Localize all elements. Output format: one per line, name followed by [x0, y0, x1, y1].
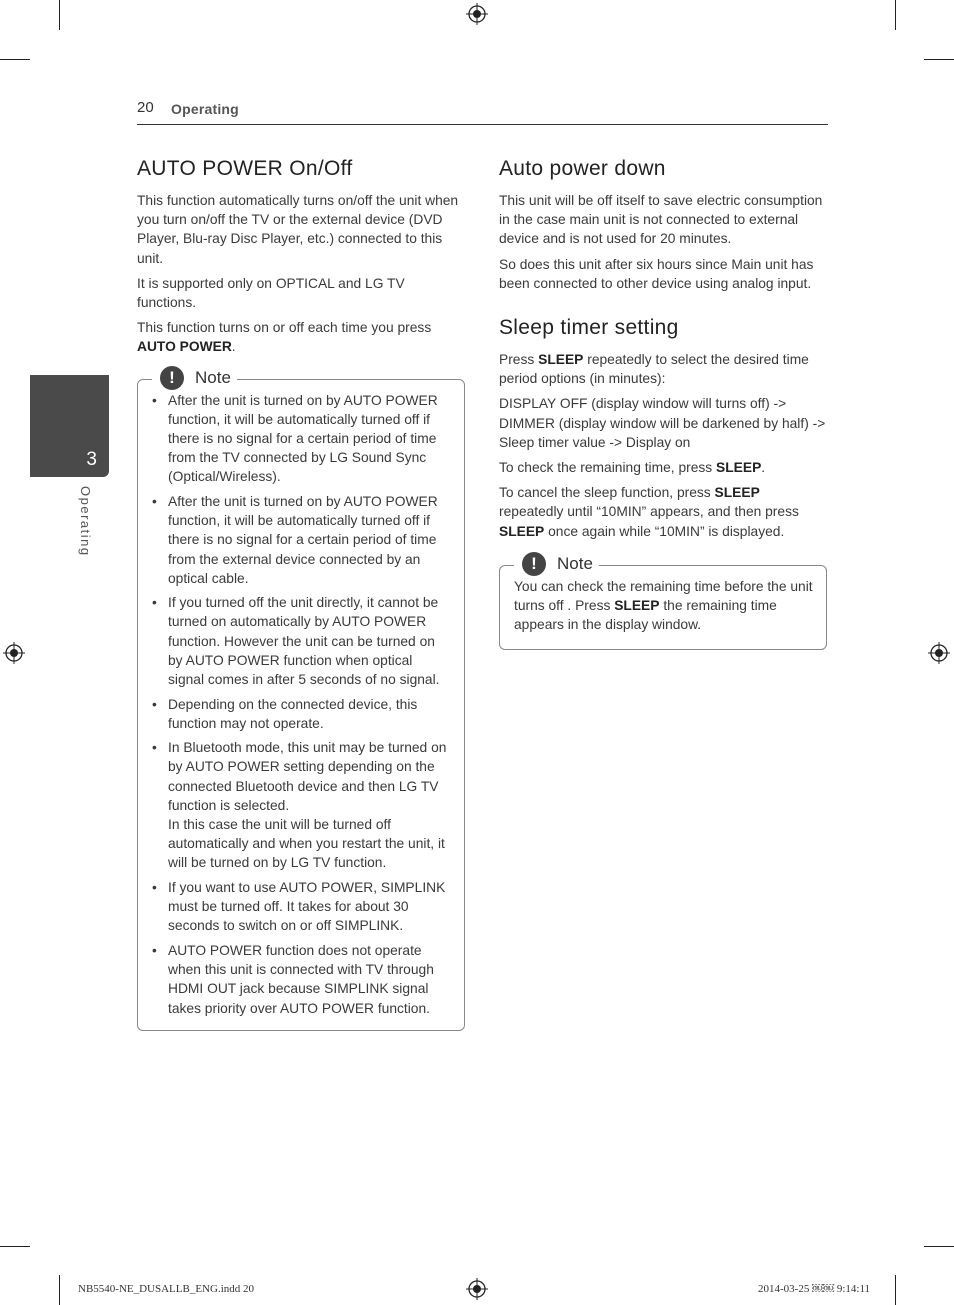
note-label: Note	[557, 553, 593, 573]
note-header	[152, 364, 237, 392]
crop-mark	[924, 59, 954, 60]
chapter-tab	[30, 375, 109, 477]
list-item: • Depending on the connected device, this function may not operate.	[152, 695, 451, 733]
exclamation-icon: !	[160, 366, 184, 390]
list-item: • If you turned off the unit directly, it cannot be turned on automatically by AUTO POWER function. However the unit can be turned on by AUTO POWER function when optical signal comes in after 5 seconds of no signal.	[152, 593, 451, 689]
paragraph: To check the remaining time, press SLEEP.	[499, 460, 766, 476]
chapter-number: 3	[86, 449, 97, 470]
crop-mark	[59, 0, 60, 30]
crop-mark	[0, 59, 30, 60]
paragraph: This function automatically turns on/off the unit when you turn on/off the TV or the external device (DVD Player, Blu-ray Disc Player, etc.) connected to this unit.	[137, 193, 459, 266]
list-item: • If you want to use AUTO POWER, SIMPLINK must be turned off. It takes for about 30 seconds to switch on or off SIMPLINK.	[152, 878, 451, 936]
paragraph: This function turns on or off each time you press AUTO POWER.	[137, 320, 432, 355]
section-name: Operating	[171, 101, 239, 117]
registration-mark-icon	[3, 642, 25, 664]
paragraph: It is supported only on OPTICAL and LG TV functions.	[137, 275, 405, 311]
timestamp-slug: 2014-03-25 ￼￼ 9:14:11	[758, 1283, 871, 1295]
page-number: 20	[137, 99, 154, 116]
paragraph: DISPLAY OFF (display window will turns off) -> DIMMER (display window will be darkened by half) -> Sleep timer value -> Display on	[499, 396, 826, 450]
note-list	[152, 391, 451, 1018]
note-box	[137, 367, 465, 1031]
paragraph: To cancel the sleep function, press SLEEP repeatedly until “10MIN” appears, and then press SLEEP once again while “10MIN” is displayed.	[499, 485, 799, 539]
note-box	[499, 553, 827, 651]
note-header	[514, 550, 599, 578]
chapter-label: Operating	[78, 486, 93, 557]
list-item: • After the unit is turned on by AUTO POWER function, it will be automatically turned off if there is no signal for a certain period of time from the TV connected by LG Sound Sync (Optical/Wireless).	[152, 391, 451, 487]
left-column	[137, 157, 465, 1031]
list-item: • In Bluetooth mode, this unit may be turned on by AUTO POWER setting depending on the connected Bluetooth device and then LG TV function is selected. In this case the unit will be turned off automatically and when you restart the unit, it will be turned on by LG TV function.	[152, 738, 451, 872]
auto-power-down-title: Auto power down	[499, 157, 666, 180]
paragraph: So does this unit after six hours since Main unit has been connected to other device using analog input.	[499, 256, 814, 291]
exclamation-icon: !	[522, 552, 546, 576]
key-label: AUTO POWER	[137, 339, 232, 355]
file-slug: NB5540-NE_DUSALLB_ENG.indd 20	[78, 1283, 254, 1295]
auto-power-title: AUTO POWER On/Off	[137, 157, 353, 180]
paragraph: Press SLEEP repeatedly to select the desired time period options (in minutes):	[499, 352, 809, 387]
sleep-timer-title: Sleep timer setting	[499, 316, 679, 340]
registration-mark-icon	[466, 1278, 488, 1300]
registration-mark-icon	[928, 642, 950, 664]
crop-mark	[924, 1246, 954, 1247]
list-item: • AUTO POWER function does not operate when this unit is connected with TV through HDMI OUT jack because SIMPLINK signal takes priority over AUTO POWER function.	[152, 941, 451, 1018]
note-label: Note	[195, 367, 231, 387]
crop-mark	[59, 1275, 60, 1305]
right-column	[499, 157, 827, 650]
paragraph: This unit will be off itself to save electric consumption in the case main unit is not connected to external device and is not used for 20 minutes.	[499, 193, 823, 247]
registration-mark-icon	[466, 3, 488, 25]
list-item: • After the unit is turned on by AUTO POWER function, it will be automatically turned off if there is no signal for a certain period of time from the external device connected by an optical cable.	[152, 492, 451, 588]
crop-mark	[895, 0, 896, 30]
page-header	[137, 98, 828, 125]
crop-mark	[895, 1275, 896, 1305]
crop-mark	[0, 1246, 30, 1247]
note-text: You can check the remaining time before the unit turns off . Press SLEEP the remaining time appears in the display window.	[514, 578, 813, 633]
